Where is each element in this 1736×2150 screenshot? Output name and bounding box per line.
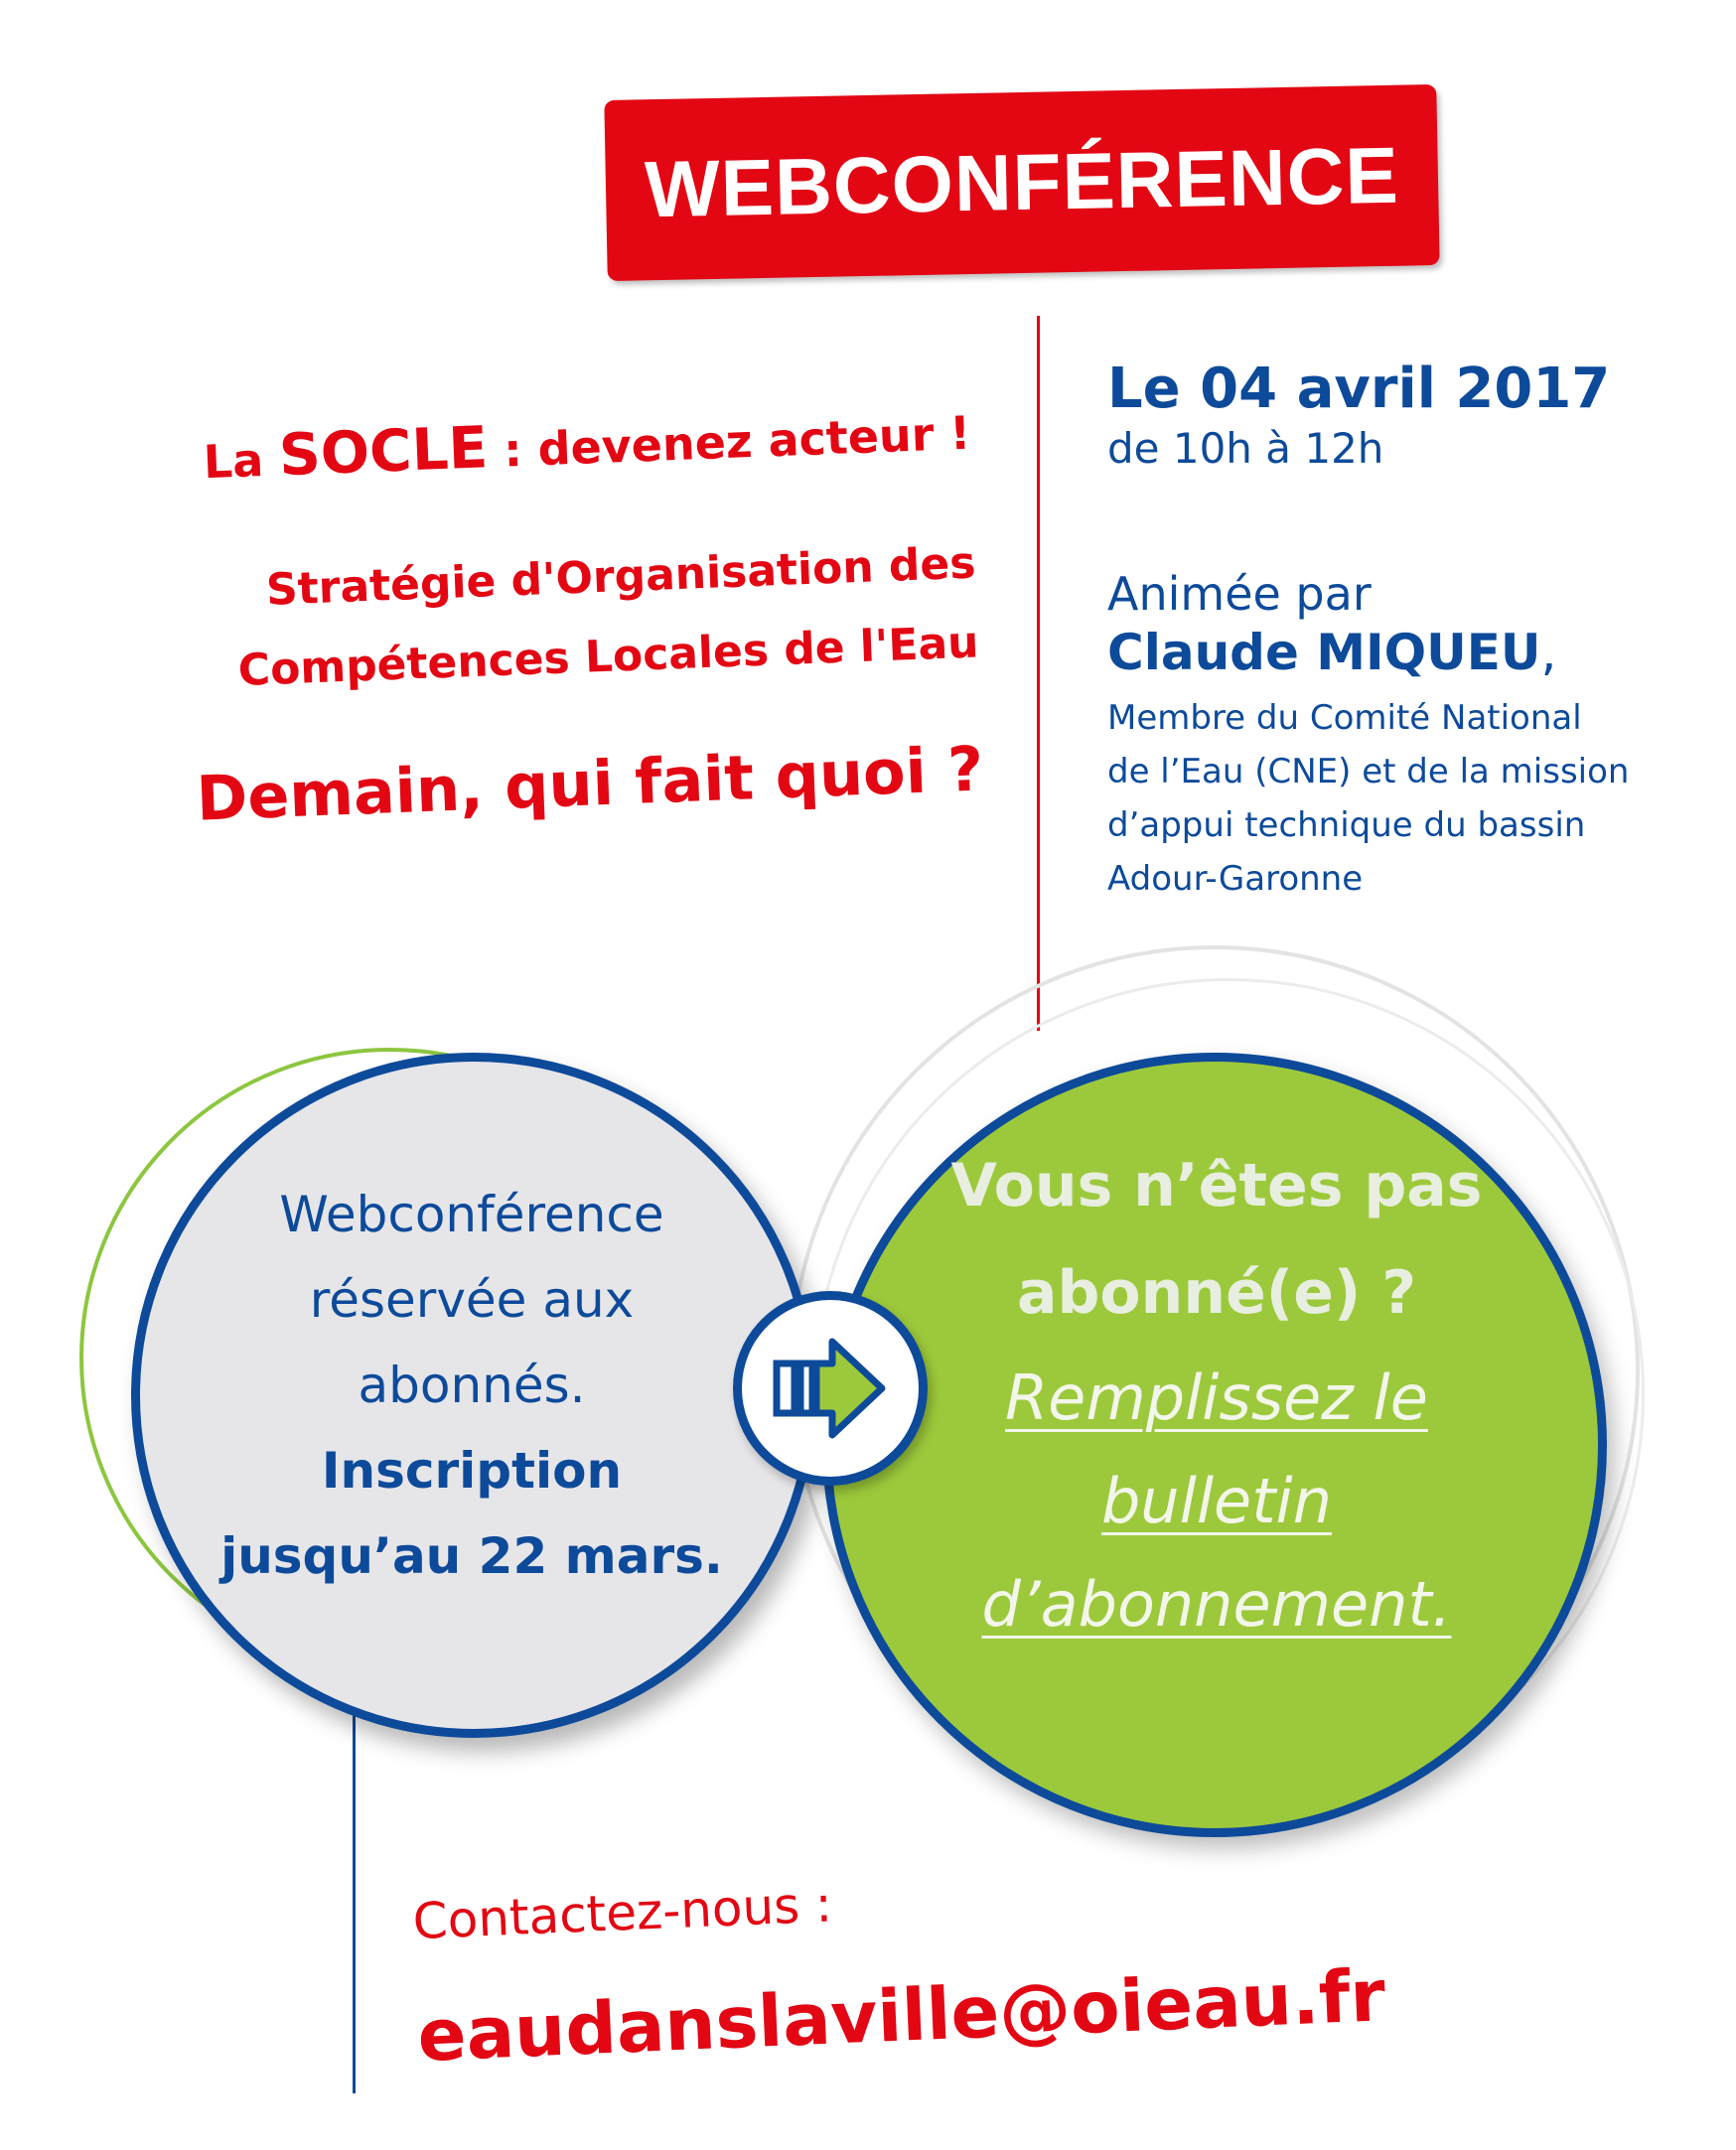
registration-label: Inscription — [321, 1442, 623, 1500]
divider-line-blue — [353, 1706, 356, 2093]
arrow-right-icon — [771, 1334, 890, 1443]
banner-label: WEBCONFÉRENCE — [644, 130, 1400, 234]
speaker-role-line: d’appui technique du bassin — [1107, 805, 1586, 845]
subscribers-line: réservée aux — [309, 1271, 635, 1329]
subscribers-line: abonnés. — [358, 1357, 586, 1414]
subtitle-line: Stratégie d'Organisation des — [265, 537, 977, 616]
animated-by-label: Animée par — [1107, 567, 1372, 621]
subscription-form-link[interactable]: d’abonnement. — [981, 1568, 1452, 1641]
speaker-role — [1107, 691, 1723, 906]
main-title — [202, 395, 971, 493]
contact-block — [412, 1850, 1415, 2150]
subtitle-line: Compétences Locales de l'Eau — [236, 617, 980, 697]
speaker-name-punct: , — [1540, 624, 1557, 681]
event-date: Le 04 avril 2017 — [1107, 357, 1611, 421]
main-title-suffix: : devenez acteur ! — [487, 405, 972, 479]
speaker-role-line: Adour-Garonne — [1107, 859, 1364, 899]
speaker-role-line: Membre du Comité National — [1107, 698, 1582, 738]
subscription-form-link[interactable]: bulletin — [1100, 1465, 1333, 1537]
speaker-role-line: de l’Eau (CNE) et de la mission — [1107, 752, 1630, 791]
registration-deadline: jusqu’au 22 mars. — [220, 1527, 723, 1585]
divider-line-red — [1037, 316, 1040, 1031]
question-line: abonné(e) ? — [1016, 1258, 1416, 1328]
subscribers-line: Webconférence — [279, 1186, 664, 1243]
title-banner — [604, 84, 1439, 281]
event-info — [1107, 356, 1723, 906]
arrow-button[interactable] — [733, 1291, 928, 1486]
subtitle — [233, 524, 980, 712]
question-line: Vous n’êtes pas — [950, 1151, 1483, 1220]
tagline: Demain, qui fait quoi ? — [195, 732, 985, 835]
title-block — [61, 375, 988, 907]
subscribers-text — [189, 1172, 755, 1599]
speaker-name — [1107, 622, 1723, 683]
main-title-acronym: SOCLE — [277, 413, 490, 490]
event-time: de 10h à 12h — [1107, 424, 1384, 473]
main-title-prefix: La — [202, 432, 281, 490]
contact-email-link[interactable]: eaudanslaville@oieau.fr — [415, 1953, 1387, 2078]
subscription-form-link[interactable]: Remplissez le — [1005, 1362, 1428, 1434]
speaker-name-text: Claude MIQUEU — [1107, 624, 1541, 681]
contact-label: Contactez-nous : — [411, 1875, 834, 1951]
non-subscribers-text — [894, 1132, 1539, 1656]
